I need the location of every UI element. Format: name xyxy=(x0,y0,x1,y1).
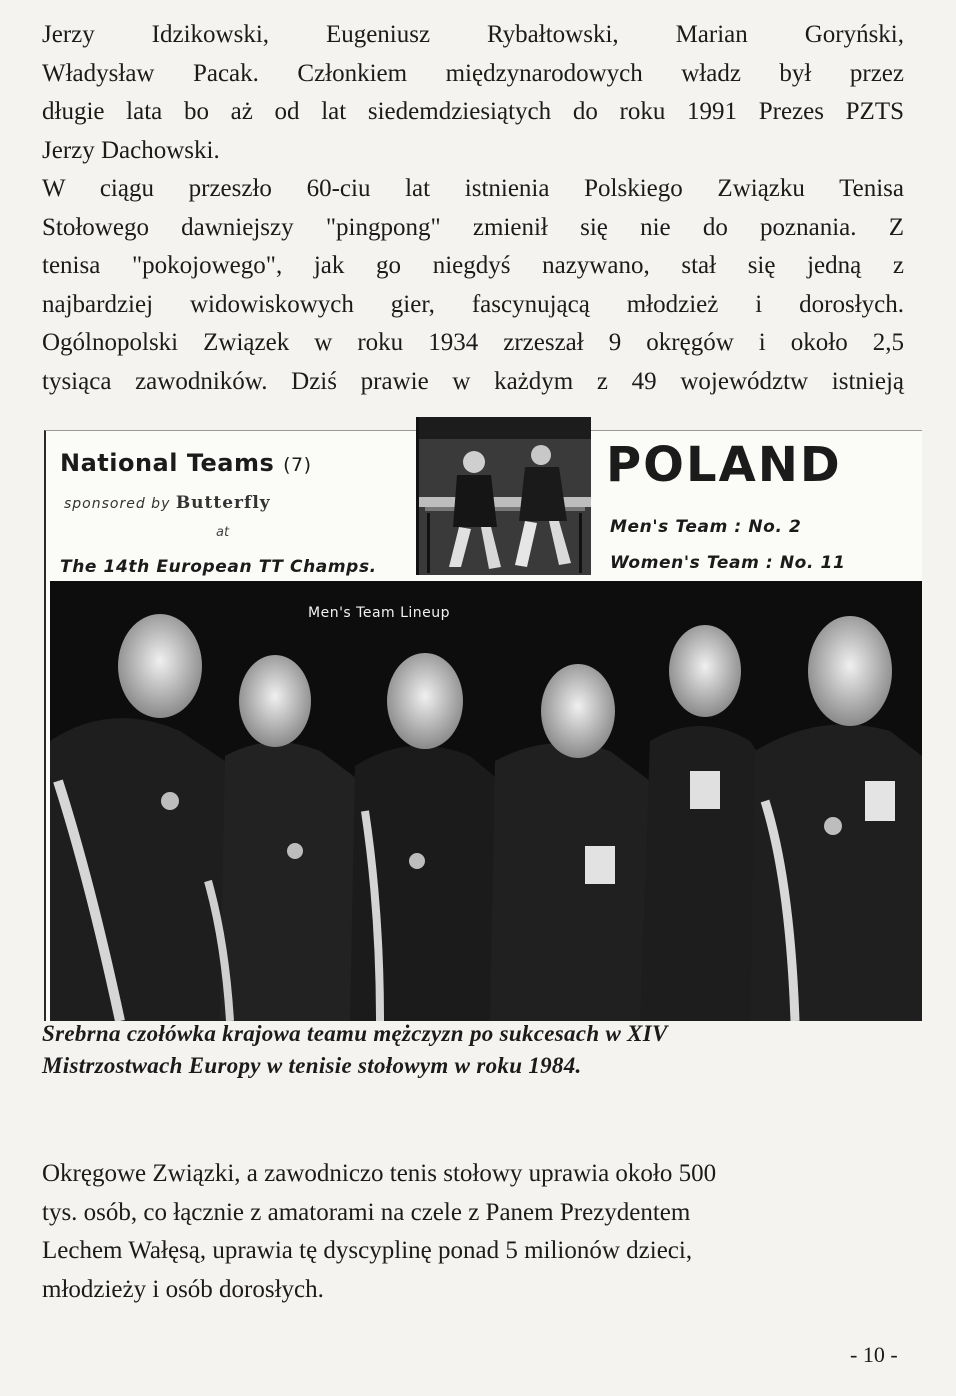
page-number: - 10 - xyxy=(850,1342,898,1367)
text-line: tys. osób, co łącznie z amatorami na czele z Panem Prezydentem xyxy=(42,1198,691,1226)
text-line: Jerzy Dachowski. xyxy=(42,136,220,164)
clipping-title xyxy=(60,449,312,477)
paragraph-intro xyxy=(42,16,904,170)
team-photo xyxy=(50,581,922,1021)
paragraph-today xyxy=(42,1155,904,1309)
text-line: Okręgowe Związki, a zawodniczo tenis stołowy uprawia około 500 xyxy=(42,1160,717,1187)
text-line: młodzieży i osób dorosłych. xyxy=(42,1275,324,1303)
caption-line: Mistrzostwach Europy w tenisie stołowym w roku 1984. xyxy=(42,1053,582,1078)
mens-team-rank: Men's Team : No. 2 xyxy=(610,517,802,537)
match-photo xyxy=(416,417,591,575)
team-photo-image xyxy=(50,581,922,1021)
newspaper-clipping xyxy=(44,430,922,1021)
lineup-label: Men's Team Lineup xyxy=(308,605,451,621)
title-text: National Teams xyxy=(60,449,275,477)
text-line: tysiąca zawodników. Dziś prawie w każdym z 49 województw istnieją xyxy=(42,367,904,395)
text-line: długie lata bo aż od lat siedemdziesiątych do roku 1991 Prezes PZTS xyxy=(42,98,904,126)
paragraph-history xyxy=(42,170,904,402)
text-line: najbardziej widowiskowych gier, fascynującą młodzież i dorosłych. xyxy=(42,290,904,318)
text-line: Ogólnopolski Związek w roku 1934 zrzeszał 9 okręgów i około 2,5 xyxy=(42,329,904,357)
country-title: POLAND xyxy=(606,437,842,493)
sponsor-logo: Butterfly xyxy=(175,493,271,513)
photo-caption xyxy=(42,1018,912,1082)
caption-line: Srebrna czołówka krajowa teamu mężczyzn po sukcesach w XIV xyxy=(42,1021,668,1046)
text-line: Stołowego dawniejszy "pingpong" zmienił się nie do poznania. Z xyxy=(42,213,904,241)
clipping-header xyxy=(46,431,922,581)
event-name: The 14th European TT Champs. xyxy=(60,557,377,577)
text-line: Lechem Wałęsą, uprawia tę dyscyplinę ponad 5 milionów dzieci, xyxy=(42,1237,693,1265)
series-number: (7) xyxy=(283,454,312,476)
at-text: at xyxy=(216,525,230,540)
match-photo-image xyxy=(419,417,591,575)
text-line: Władysław Pacak. Członkiem międzynarodowych władz był przez xyxy=(42,59,904,87)
text-line: Jerzy Idzikowski, Eugeniusz Rybałtowski, Marian Goryński, xyxy=(42,21,904,48)
sponsored-by-text: sponsored by xyxy=(64,496,171,512)
text-line: W ciągu przeszło 60-ciu lat istnienia Polskiego Związku Tenisa xyxy=(42,175,904,202)
text-line: tenisa "pokojowego", jak go niegdyś nazywano, stał się jedną z xyxy=(42,252,904,280)
womens-team-rank: Women's Team : No. 11 xyxy=(610,553,846,573)
sponsor-line xyxy=(64,493,271,513)
